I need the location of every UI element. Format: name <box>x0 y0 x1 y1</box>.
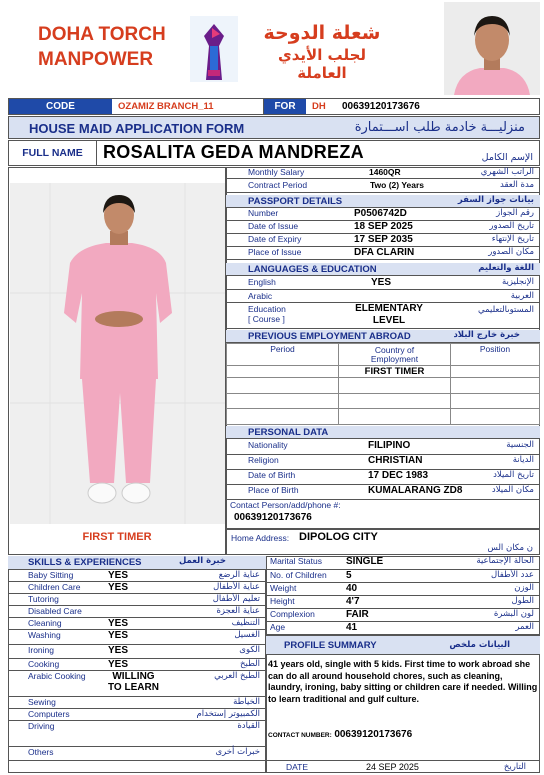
personal-rows <box>226 440 540 500</box>
marital-value: 41 <box>346 622 358 633</box>
date-row <box>266 760 540 773</box>
skill-label: Washing <box>28 630 61 640</box>
form-title-ar: منزليـــة خادمة طلب اســـتمارة <box>354 120 525 135</box>
skill-row <box>8 659 266 671</box>
salary-label: Monthly Salary <box>248 167 305 177</box>
skill-ar: التنظيف <box>231 618 260 628</box>
emp-cell <box>227 409 339 425</box>
personal-ar: مكان الميلاد <box>491 485 534 495</box>
personal-label: Date of Birth <box>248 470 296 480</box>
skill-row <box>8 618 266 630</box>
personal-row <box>226 440 540 455</box>
passport-header <box>226 195 540 208</box>
languages-title-ar: اللغة والتعليم <box>478 263 534 273</box>
marital-label: Complexion <box>270 609 315 619</box>
emp-cell <box>339 378 451 394</box>
skills-title: SKILLS & EXPERIENCES <box>28 557 142 568</box>
skill-ar: الكوى <box>239 645 260 655</box>
emp-cell <box>227 366 339 378</box>
arabic-label: Arabic <box>248 291 273 301</box>
profile-title: PROFILE SUMMARY <box>284 640 377 651</box>
full-name-row <box>8 140 540 166</box>
skill-label: Computers <box>28 709 70 719</box>
personal-label: Place of Birth <box>248 485 299 495</box>
skill-row <box>8 709 266 721</box>
marital-label: Weight <box>270 583 297 593</box>
skill-ar: الكمبيوتر إستخدام <box>196 709 260 719</box>
marital-row <box>266 596 540 609</box>
marital-ar: العمر <box>515 622 534 632</box>
home-address-ar: ن مكان الس <box>487 543 533 553</box>
marital-ar: الوزن <box>514 583 534 593</box>
passport-title: PASSPORT DETAILS <box>248 196 343 207</box>
skill-row <box>8 606 266 618</box>
personal-value: CHRISTIAN <box>368 455 423 466</box>
code-label: CODE <box>9 99 112 114</box>
skill-label: Disabled Care <box>28 606 82 616</box>
emp-cell <box>339 393 451 409</box>
personal-header <box>226 426 540 439</box>
skill-value: YES <box>108 630 129 641</box>
emp-cell <box>451 409 540 425</box>
passport-ar: تاريخ الصدور <box>489 221 534 231</box>
profile-contact <box>268 729 538 740</box>
date-label: DATE <box>286 762 309 772</box>
marital-ar: الطول <box>511 596 534 606</box>
personal-value: KUMALARANG ZD8 <box>368 485 463 496</box>
company-name-en <box>38 22 166 72</box>
marital-ar: لون البشرة <box>493 609 534 619</box>
personal-row <box>226 485 540 500</box>
passport-title-ar: بيانات جواز السفر <box>457 195 534 205</box>
skill-value: YES <box>108 659 129 670</box>
salary-value: 1460QR <box>369 167 401 177</box>
english-value: YES <box>371 277 392 288</box>
skill-value: YES <box>108 582 129 593</box>
personal-value: FILIPINO <box>368 440 411 451</box>
skill-label: Tutoring <box>28 594 59 604</box>
skill-ar: خبرات أخرى <box>215 747 260 757</box>
passport-label: Date of Expiry <box>248 234 302 244</box>
for-value: DH <box>312 101 326 112</box>
skill-ar: الغسيل <box>234 630 260 640</box>
passport-row <box>226 234 540 247</box>
passport-label: Date of Issue <box>248 221 299 231</box>
company-line1: DOHA TORCH <box>38 24 166 45</box>
arabic-line1: شعلة الدوحة <box>263 22 381 44</box>
education-row <box>226 303 540 329</box>
passport-value: 17 SEP 2035 <box>354 234 413 245</box>
employment-table <box>226 343 540 425</box>
company-line2: MANPOWER <box>38 49 154 70</box>
form-title-row <box>8 116 540 139</box>
passport-label: Place of Issue <box>248 247 302 257</box>
personal-label: Nationality <box>248 440 288 450</box>
skill-value: YES <box>108 570 129 581</box>
profile-contact-label: CONTACT NUMBER: <box>268 732 332 739</box>
skill-ar: الخياطة <box>233 697 260 707</box>
marital-value: 4'7 <box>346 596 360 607</box>
skills-title-ar: خبرة العمل <box>178 556 226 566</box>
torch-logo <box>190 16 238 82</box>
skill-label: Sewing <box>28 697 56 707</box>
personal-title: PERSONAL DATA <box>248 427 329 438</box>
skill-value: WILLING TO LEARN <box>108 671 159 693</box>
personal-value: 17 DEC 1983 <box>368 470 429 481</box>
skill-row <box>8 570 266 582</box>
full-name-label: FULL NAME <box>9 141 97 165</box>
contract-label: Contract Period <box>248 180 308 190</box>
skill-label: Cooking <box>28 659 60 669</box>
marital-value: 40 <box>346 583 358 594</box>
skill-ar: القيادة <box>237 721 260 731</box>
arabic-row <box>226 291 540 303</box>
form-title: HOUSE MAID APPLICATION FORM <box>29 121 245 136</box>
contact-person-label: Contact Person/add/phone #: <box>230 500 341 510</box>
skill-ar: تعليم الأطفال <box>212 594 260 604</box>
skill-row <box>8 697 266 709</box>
languages-title: LANGUAGES & EDUCATION <box>248 264 377 275</box>
skill-ar: الطبخ العربي <box>214 671 260 681</box>
for-label: FOR <box>264 99 306 114</box>
skill-row <box>8 671 266 697</box>
marital-row <box>266 609 540 622</box>
marital-label: Height <box>270 596 295 606</box>
passport-row <box>226 208 540 221</box>
skill-row <box>8 721 266 747</box>
skills-header <box>8 556 266 570</box>
personal-ar: تاريخ الميلاد <box>493 470 534 480</box>
skill-label: Driving <box>28 721 55 731</box>
marital-row <box>266 570 540 583</box>
marital-label: Age <box>270 622 286 632</box>
profile-text: 41 years old, single with 5 kids. First time to work abroad she can do all around household chores, such as cleaning, laundry, ironing, baby sitting or children care if needed. Willing to learn traditional and gulf culture. <box>268 659 538 704</box>
skill-ar: الطبخ <box>240 659 260 669</box>
passport-value: 18 SEP 2025 <box>354 221 413 232</box>
skill-row <box>8 747 266 761</box>
employment-header <box>226 330 540 343</box>
passport-ar: رقم الجواز <box>496 208 534 218</box>
skill-row <box>8 594 266 606</box>
education-value: ELEMENTARY LEVEL <box>355 303 423 326</box>
contract-row <box>226 180 540 193</box>
personal-ar: الديانة <box>512 455 534 465</box>
skill-ar: عناية العجزة <box>216 606 260 616</box>
emp-cell <box>227 378 339 394</box>
marital-label: No. of Children <box>270 570 327 580</box>
col-position: Position <box>451 344 540 366</box>
full-name-value: ROSALITA GEDA MANDREZA <box>103 142 364 162</box>
contract-ar: مدة العقد <box>500 180 534 190</box>
emp-cell <box>451 378 540 394</box>
english-row <box>226 277 540 290</box>
skill-row <box>8 630 266 645</box>
skill-label: Arabic Cooking <box>28 671 86 681</box>
applicant-full-photo <box>10 183 225 524</box>
profile-contact-value: 00639120173676 <box>334 729 413 740</box>
profile-title-ar: البيانات ملخص <box>449 640 510 650</box>
home-address-value: DIPOLOG CITY <box>299 531 378 543</box>
contact-person-value: 00639120173676 <box>234 512 312 523</box>
skill-label: Children Care <box>28 582 81 592</box>
emp-cell <box>339 409 451 425</box>
marital-value: SINGLE <box>346 556 384 567</box>
passport-value: DFA CLARIN <box>354 247 415 258</box>
skill-ar: عناية الرضع <box>218 570 260 580</box>
applicant-headshot <box>444 2 540 95</box>
col-period: Period <box>227 344 339 366</box>
skill-value: YES <box>108 618 129 629</box>
code-phone: 00639120173676 <box>342 101 420 112</box>
emp-cell <box>227 393 339 409</box>
home-address-label: Home Address: <box>231 533 290 543</box>
marital-value: 5 <box>346 570 352 581</box>
marital-row <box>266 583 540 596</box>
marital-value: FAIR <box>346 609 369 620</box>
skill-label: Others <box>28 747 54 757</box>
marital-rows <box>266 556 540 635</box>
passport-ar: مكان الصدور <box>488 247 534 257</box>
first-timer-cell: FIRST TIMER <box>339 366 451 378</box>
skill-row <box>8 582 266 594</box>
skill-label: Cleaning <box>28 618 62 628</box>
full-name-ar: الإسم الكامل <box>481 152 533 163</box>
languages-header <box>226 263 540 276</box>
personal-row <box>226 455 540 470</box>
passport-row <box>226 221 540 234</box>
education-ar: المستوىالتعليمي <box>478 305 534 315</box>
code-row <box>8 98 540 115</box>
skill-ar: عناية الأطفال <box>213 582 260 592</box>
education-label: Education [ Course ] <box>248 304 286 324</box>
personal-ar: الجنسية <box>506 440 534 450</box>
marital-row <box>266 556 540 570</box>
emp-cell <box>451 393 540 409</box>
english-label: English <box>248 277 276 287</box>
skill-row <box>8 645 266 659</box>
passport-label: Number <box>248 208 279 218</box>
passport-row <box>226 247 540 260</box>
home-address-row <box>226 529 540 555</box>
employment-title: PREVIOUS EMPLOYMENT ABROAD <box>248 331 411 342</box>
skill-label: Ironing <box>28 645 54 655</box>
emp-cell <box>451 366 540 378</box>
date-ar: التاريخ <box>503 762 526 772</box>
passport-ar: تاريخ الإنتهاء <box>491 234 534 244</box>
company-name-ar <box>252 22 392 82</box>
employment-title-ar: خبرة خارج البلاد <box>453 330 520 340</box>
skill-label: Baby Sitting <box>28 570 74 580</box>
arabic-ar: العربية <box>510 291 534 301</box>
salary-row <box>226 167 540 179</box>
english-ar: الإنجليزية <box>501 277 534 287</box>
passport-value: P0506742D <box>354 208 407 219</box>
arabic-line2: لجلب الأيدي العاملة <box>277 46 367 82</box>
skills-rows <box>8 570 266 761</box>
marital-ar: عدد الأطفال <box>490 570 534 580</box>
skill-value: YES <box>108 645 129 656</box>
personal-row <box>226 470 540 485</box>
contract-value: Two (2) Years <box>370 180 425 190</box>
contact-person <box>226 500 540 528</box>
col-country: Country of Employment <box>339 344 451 366</box>
personal-label: Religion <box>248 455 279 465</box>
marital-ar: الحالة الإجتماعية <box>476 556 534 566</box>
date-value: 24 SEP 2025 <box>366 762 419 772</box>
photo-caption: FIRST TIMER <box>82 531 152 543</box>
marital-row <box>266 622 540 635</box>
profile-header <box>266 635 540 655</box>
marital-label: Marital Status <box>270 556 322 566</box>
branch-value: OZAMIZ BRANCH_11 <box>112 99 264 114</box>
passport-rows <box>226 208 540 260</box>
salary-ar: الراتب الشهري <box>480 167 534 177</box>
